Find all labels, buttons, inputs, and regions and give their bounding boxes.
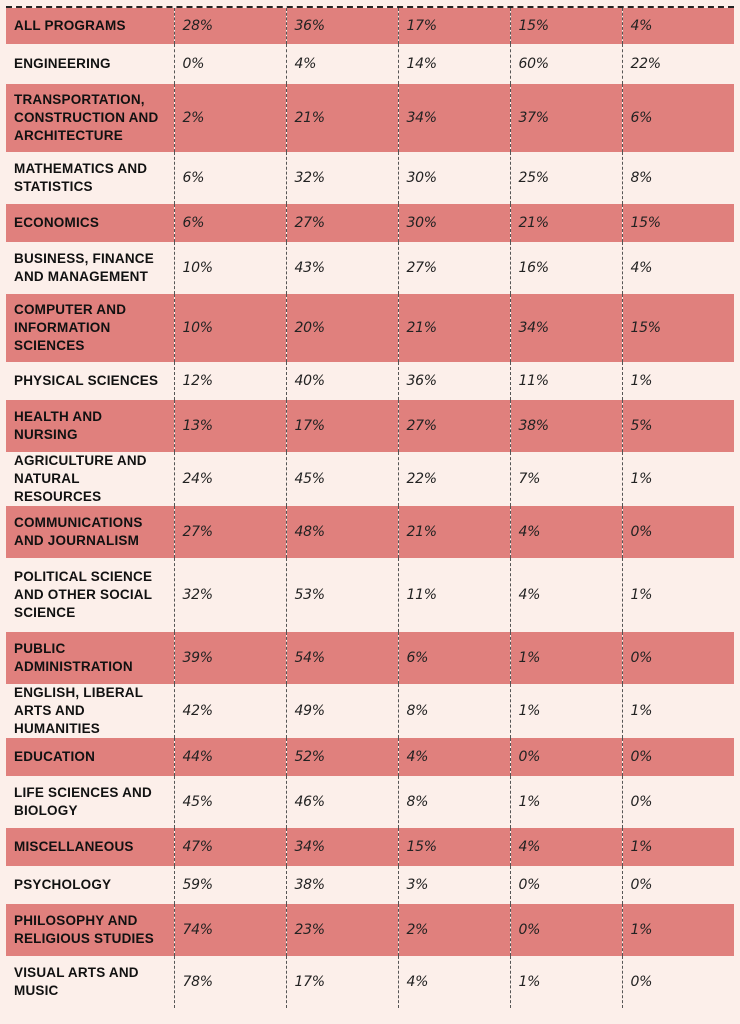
value-cell: 27% [398, 242, 510, 294]
table-row [6, 8, 734, 44]
table-row [6, 866, 734, 904]
value-cell: 15% [510, 8, 622, 44]
value-cell: 21% [286, 84, 398, 152]
value-cell: 53% [286, 558, 398, 632]
value-cell: 25% [510, 152, 622, 204]
value-cell: 1% [622, 452, 734, 506]
value-cell: 34% [286, 828, 398, 866]
value-cell: 14% [398, 44, 510, 84]
table-row [6, 904, 734, 956]
value-cell: 15% [622, 294, 734, 362]
value-cell: 1% [622, 828, 734, 866]
table-row [6, 242, 734, 294]
value-cell: 27% [174, 506, 286, 558]
table-row [6, 776, 734, 828]
value-cell: 21% [510, 204, 622, 242]
value-cell: 30% [398, 204, 510, 242]
value-cell: 0% [510, 738, 622, 776]
value-cell: 4% [398, 738, 510, 776]
value-cell: 1% [622, 684, 734, 738]
table-row [6, 294, 734, 362]
value-cell: 36% [398, 362, 510, 400]
program-label: ECONOMICS [6, 204, 174, 242]
table-row [6, 684, 734, 738]
value-cell: 30% [398, 152, 510, 204]
table-row [6, 956, 734, 1008]
value-cell: 28% [174, 8, 286, 44]
value-cell: 17% [286, 956, 398, 1008]
value-cell: 1% [622, 558, 734, 632]
program-label: ENGLISH, LIBERAL ARTS AND HUMANITIES [6, 684, 174, 738]
value-cell: 4% [510, 506, 622, 558]
value-cell: 0% [622, 866, 734, 904]
value-cell: 1% [622, 362, 734, 400]
table-row [6, 44, 734, 84]
value-cell: 7% [510, 452, 622, 506]
program-label: TRANSPORTATION, CONSTRUCTION AND ARCHITECTURE [6, 84, 174, 152]
program-label: COMPUTER AND INFORMATION SCIENCES [6, 294, 174, 362]
value-cell: 38% [286, 866, 398, 904]
table-row [6, 362, 734, 400]
program-label: AGRICULTURE AND NATURAL RESOURCES [6, 452, 174, 506]
value-cell: 0% [622, 506, 734, 558]
value-cell: 49% [286, 684, 398, 738]
program-label: BUSINESS, FINANCE AND MANAGEMENT [6, 242, 174, 294]
value-cell: 6% [622, 84, 734, 152]
value-cell: 21% [398, 506, 510, 558]
value-cell: 27% [286, 204, 398, 242]
value-cell: 1% [510, 684, 622, 738]
value-cell: 78% [174, 956, 286, 1008]
value-cell: 4% [622, 8, 734, 44]
value-cell: 32% [286, 152, 398, 204]
value-cell: 6% [174, 204, 286, 242]
value-cell: 17% [286, 400, 398, 452]
programs-table [6, 8, 734, 1008]
value-cell: 0% [174, 44, 286, 84]
value-cell: 21% [398, 294, 510, 362]
value-cell: 34% [510, 294, 622, 362]
value-cell: 4% [398, 956, 510, 1008]
program-label: VISUAL ARTS AND MUSIC [6, 956, 174, 1008]
value-cell: 3% [398, 866, 510, 904]
program-label: ENGINEERING [6, 44, 174, 84]
value-cell: 4% [510, 558, 622, 632]
value-cell: 0% [510, 904, 622, 956]
value-cell: 0% [510, 866, 622, 904]
value-cell: 6% [398, 632, 510, 684]
table-row [6, 506, 734, 558]
program-label: PSYCHOLOGY [6, 866, 174, 904]
value-cell: 10% [174, 242, 286, 294]
program-label: ALL PROGRAMS [6, 8, 174, 44]
value-cell: 6% [174, 152, 286, 204]
value-cell: 0% [622, 776, 734, 828]
value-cell: 38% [510, 400, 622, 452]
program-label: HEALTH AND NURSING [6, 400, 174, 452]
program-label: PUBLIC ADMINISTRATION [6, 632, 174, 684]
value-cell: 4% [510, 828, 622, 866]
value-cell: 4% [622, 242, 734, 294]
value-cell: 74% [174, 904, 286, 956]
value-cell: 1% [622, 904, 734, 956]
value-cell: 59% [174, 866, 286, 904]
value-cell: 60% [510, 44, 622, 84]
value-cell: 27% [398, 400, 510, 452]
value-cell: 8% [398, 776, 510, 828]
value-cell: 43% [286, 242, 398, 294]
value-cell: 12% [174, 362, 286, 400]
value-cell: 34% [398, 84, 510, 152]
value-cell: 45% [286, 452, 398, 506]
value-cell: 54% [286, 632, 398, 684]
table-row [6, 84, 734, 152]
value-cell: 10% [174, 294, 286, 362]
value-cell: 15% [398, 828, 510, 866]
value-cell: 16% [510, 242, 622, 294]
table-row [6, 738, 734, 776]
value-cell: 4% [286, 44, 398, 84]
value-cell: 47% [174, 828, 286, 866]
program-label: COMMUNICATIONS AND JOURNALISM [6, 506, 174, 558]
value-cell: 24% [174, 452, 286, 506]
program-label: MATHEMATICS AND STATISTICS [6, 152, 174, 204]
value-cell: 46% [286, 776, 398, 828]
value-cell: 11% [510, 362, 622, 400]
value-cell: 17% [398, 8, 510, 44]
table-row [6, 632, 734, 684]
value-cell: 13% [174, 400, 286, 452]
value-cell: 1% [510, 632, 622, 684]
value-cell: 23% [286, 904, 398, 956]
table-body [6, 8, 734, 1008]
value-cell: 39% [174, 632, 286, 684]
table-row [6, 452, 734, 506]
value-cell: 1% [510, 956, 622, 1008]
value-cell: 36% [286, 8, 398, 44]
value-cell: 1% [510, 776, 622, 828]
table-row [6, 558, 734, 632]
value-cell: 48% [286, 506, 398, 558]
value-cell: 15% [622, 204, 734, 242]
value-cell: 8% [622, 152, 734, 204]
value-cell: 37% [510, 84, 622, 152]
table-row [6, 400, 734, 452]
value-cell: 0% [622, 956, 734, 1008]
value-cell: 32% [174, 558, 286, 632]
value-cell: 40% [286, 362, 398, 400]
value-cell: 2% [398, 904, 510, 956]
table-row [6, 828, 734, 866]
value-cell: 45% [174, 776, 286, 828]
value-cell: 42% [174, 684, 286, 738]
value-cell: 22% [398, 452, 510, 506]
table-row [6, 204, 734, 242]
program-label: EDUCATION [6, 738, 174, 776]
value-cell: 20% [286, 294, 398, 362]
value-cell: 22% [622, 44, 734, 84]
program-label: POLITICAL SCIENCE AND OTHER SOCIAL SCIENCE [6, 558, 174, 632]
value-cell: 0% [622, 632, 734, 684]
data-table [6, 6, 734, 1008]
value-cell: 52% [286, 738, 398, 776]
program-label: PHYSICAL SCIENCES [6, 362, 174, 400]
value-cell: 44% [174, 738, 286, 776]
value-cell: 5% [622, 400, 734, 452]
program-label: PHILOSOPHY AND RELIGIOUS STUDIES [6, 904, 174, 956]
program-label: LIFE SCIENCES AND BIOLOGY [6, 776, 174, 828]
value-cell: 0% [622, 738, 734, 776]
value-cell: 2% [174, 84, 286, 152]
program-label: MISCELLANEOUS [6, 828, 174, 866]
value-cell: 8% [398, 684, 510, 738]
table-row [6, 152, 734, 204]
value-cell: 11% [398, 558, 510, 632]
